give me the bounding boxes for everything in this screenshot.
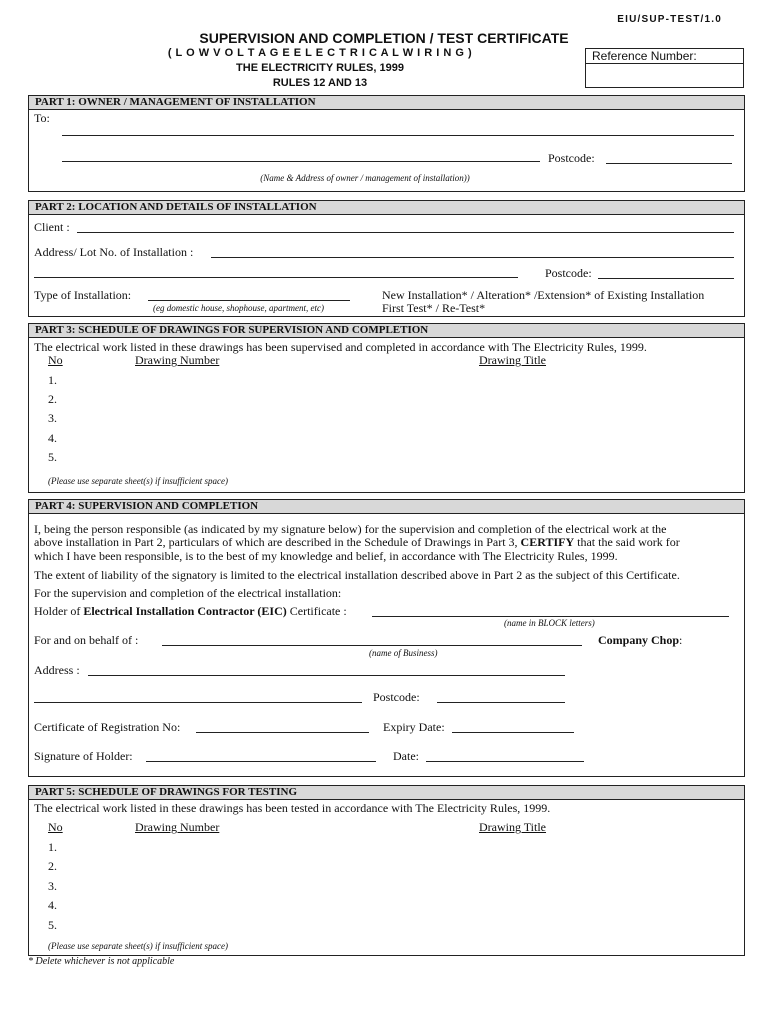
part1-postcode-line[interactable] [606,163,732,164]
part3-row-2[interactable]: 2. [48,392,57,406]
expiry-line[interactable] [452,732,574,733]
part5-intro: The electrical work listed in these drawings has been tested in accordance with The Electricity Rules, 1999. [34,801,551,815]
part2-header: PART 2: LOCATION AND DETAILS OF INSTALLATION [29,201,744,215]
part3-row-5[interactable]: 5. [48,450,57,464]
part5-header: PART 5: SCHEDULE OF DRAWINGS FOR TESTING [29,786,744,800]
part3-row-3[interactable]: 3. [48,411,57,425]
part4-postcode-label: Postcode: [373,690,420,704]
part4-para3: For the supervision and completion of the electrical installation: [34,586,342,600]
part4-address-line[interactable] [88,675,565,676]
part4-para1-a: I, being the person responsible (as indicated by my signature below) for the supervision and completion of the electrical work at the [34,522,667,536]
part5-row-3[interactable]: 3. [48,879,57,893]
owner-address-line[interactable] [62,161,540,162]
cert-reg-line[interactable] [196,732,369,733]
part5-col-number: Drawing Number [135,820,220,834]
document-code: EIU/SUP-TEST/1.0 [617,14,722,25]
behalf-label: For and on behalf of : [34,633,139,647]
block-letters-note: (name in BLOCK letters) [504,618,595,628]
cert-reg-label: Certificate of Registration No: [34,720,181,734]
part5-note: (Please use separate sheet(s) if insufficient space) [48,941,228,951]
installation-type-line[interactable] [148,300,350,301]
footnote: * Delete whichever is not applicable [28,956,175,967]
client-label: Client : [34,220,70,234]
part5-row-4[interactable]: 4. [48,898,57,912]
part3-intro: The electrical work listed in these drawings has been supervised and completed in accordance with The Electricity Rules, 1999. [34,340,647,354]
part4-para1-b: above installation in Part 2, particulars of which are described in the Schedule of Drawings in Part 3, CERTIFY that the said work for [34,535,680,549]
rules-label: RULES 12 AND 13 [272,77,368,89]
part1-header: PART 1: OWNER / MANAGEMENT OF INSTALLATION [29,96,744,110]
part4-para1-d: which I have been responsible, is to the best of my knowledge and belief, in accordance with The Electricity Rules, 1999. [34,549,618,563]
owner-name-line[interactable] [62,135,734,136]
part3-col-number: Drawing Number [135,353,220,367]
reference-number-box[interactable] [585,48,744,88]
date-line[interactable] [426,761,584,762]
business-name-line[interactable] [162,645,582,646]
part3-note: (Please use separate sheet(s) if insufficient space) [48,476,228,486]
part3-col-title: Drawing Title [479,353,547,367]
type-note: (eg domestic house, shophouse, apartment, etc) [153,303,324,313]
client-line[interactable] [77,232,734,233]
document-subtitle: ( L O W V O L T A G E E L E C T R I C A L W I R I N G ) [167,47,473,59]
part4-postcode-line[interactable] [437,702,565,703]
part3-col-no: No [48,353,63,367]
to-label: To: [34,111,50,125]
new-installation-option: New Installation* / Alteration* /Extension* of Existing Installation [382,288,705,302]
address-label: Address/ Lot No. of Installation : [34,245,194,259]
part5-col-no: No [48,820,63,834]
document-title: SUPERVISION AND COMPLETION / TEST CERTIFICATE [199,30,569,46]
type-label: Type of Installation: [34,288,132,302]
part4-header: PART 4: SUPERVISION AND COMPLETION [29,500,744,514]
part5-row-1[interactable]: 1. [48,840,57,854]
part1-note: (Name & Address of owner / management of installation)) [260,173,470,183]
holder-name-line[interactable] [372,616,729,617]
part3-row-1[interactable]: 1. [48,373,57,387]
business-note: (name of Business) [369,648,438,658]
date-label: Date: [393,749,419,763]
signature-line[interactable] [146,761,376,762]
part5-col-title: Drawing Title [479,820,547,834]
part1-postcode-label: Postcode: [548,151,595,165]
part5-row-5[interactable]: 5. [48,918,57,932]
part3-header: PART 3: SCHEDULE OF DRAWINGS FOR SUPERVISION AND COMPLETION [29,324,744,338]
part2-postcode-label: Postcode: [545,266,592,280]
holder-label: Holder of Electrical Installation Contractor (EIC) Certificate : [34,604,347,618]
company-chop-label: Company Chop: [598,633,683,647]
expiry-label: Expiry Date: [383,720,445,734]
part4-address-line-2[interactable] [34,702,362,703]
part5-row-2[interactable]: 2. [48,859,57,873]
reference-number-label: Reference Number: [586,49,743,64]
part3-row-4[interactable]: 4. [48,431,57,445]
act-title: THE ELECTRICITY RULES, 1999 [236,62,404,74]
first-test-option: First Test* / Re-Test* [382,301,486,315]
installation-address-line[interactable] [211,257,734,258]
signature-label: Signature of Holder: [34,749,133,763]
installation-address-line-2[interactable] [34,277,518,278]
part4-para2: The extent of liability of the signatory is limited to the electrical installation described above in Part 2 as the subject of this Certificate. [34,568,680,582]
part4-address-label: Address : [34,663,80,677]
part2-postcode-line[interactable] [598,278,734,279]
